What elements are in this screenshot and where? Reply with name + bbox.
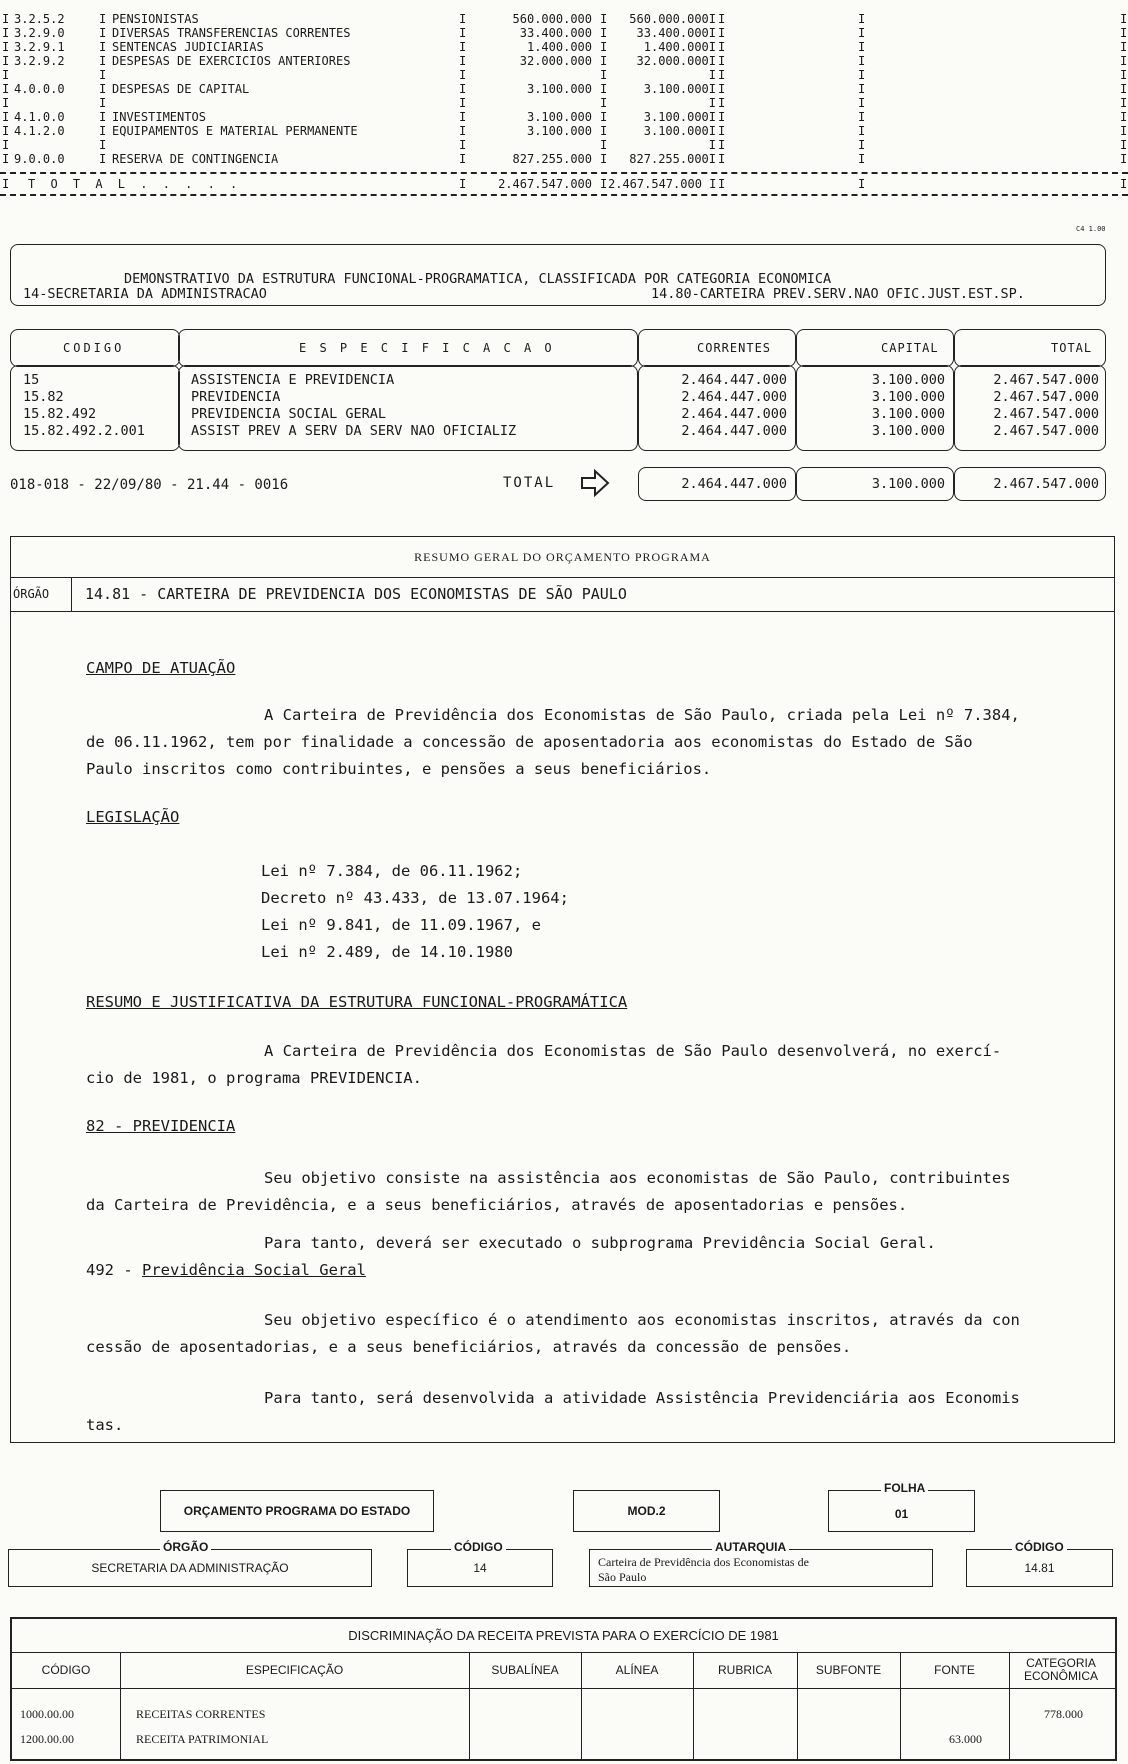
ledger-cell-i6: I bbox=[858, 82, 866, 96]
footer-correntes bbox=[638, 467, 796, 501]
demonstrativo-title: DEMONSTRATIVO DA ESTRUTURA FUNCIONAL-PROGRAMATICA, CLASSIFICADA POR CATEGORIA ECONOMICA bbox=[124, 271, 832, 287]
final-line-1: Para tanto, será desenvolvida a atividade Assistência Previdenciária aos Economis bbox=[264, 1389, 1020, 1407]
demonstrativo-header-box bbox=[10, 244, 1106, 306]
programa-line-3: Para tanto, deverá ser executado o subprograma Previdência Social Geral. bbox=[264, 1234, 936, 1252]
form-codigo-value: 14 bbox=[473, 1561, 487, 1575]
ledger-cell-i4: I bbox=[600, 96, 608, 110]
resumo-line-2: cio de 1981, o programa PREVIDENCIA. bbox=[86, 1069, 422, 1087]
ledger-cell-v2: 33.400.000I bbox=[636, 26, 716, 40]
receita-table bbox=[10, 1617, 1117, 1761]
ledger-cell-i1: I bbox=[2, 68, 10, 82]
ledger-cell-v1: 1.400.000 bbox=[526, 40, 592, 54]
ledger-cell-i5: I bbox=[718, 54, 726, 68]
final-line-2: tas. bbox=[86, 1416, 124, 1434]
ledger-cell-i4: I bbox=[600, 110, 608, 124]
ledger-cell-i6: I bbox=[858, 110, 866, 124]
header-subalinea: SUBALÍNEA bbox=[491, 1662, 559, 1677]
ledger-cell-i5: I bbox=[718, 40, 726, 54]
ledger-total-v2: 2.467.547.000 I bbox=[608, 177, 717, 191]
form-codigo2-label: CÓDIGO bbox=[1012, 1540, 1067, 1554]
form-orgao-value: SECRETARIA DA ADMINISTRAÇÃO bbox=[91, 1561, 289, 1575]
ledger-cell-v2: 32.000.000I bbox=[636, 54, 716, 68]
ledger-cell-i2: I bbox=[99, 82, 107, 96]
ledger-cell-i3: I bbox=[459, 110, 467, 124]
ledger-cell-i2: I bbox=[99, 26, 107, 40]
ledger-cell-i2: I bbox=[99, 96, 107, 110]
ledger-cell-i4: I bbox=[600, 152, 608, 166]
header-codigo: CÓDIGO bbox=[41, 1662, 91, 1677]
ledger-cell-i2: I bbox=[99, 68, 107, 82]
ledger-cell-i8: I bbox=[1120, 12, 1128, 26]
mod-box bbox=[573, 1490, 720, 1532]
ledger-total-i8: I bbox=[1120, 177, 1128, 191]
ledger-cell-v1: 3.100.000 bbox=[526, 82, 592, 96]
ledger-cell-i6: I bbox=[858, 26, 866, 40]
ledger-cell-i8: I bbox=[1120, 26, 1128, 40]
folha-label: FOLHA bbox=[881, 1481, 928, 1495]
arrow-right-icon bbox=[580, 468, 610, 498]
header-rubrica: RUBRICA bbox=[717, 1662, 772, 1677]
especificacao-header: E S P E C I F I C A C A O bbox=[299, 341, 555, 355]
ledger-cell-code: 3.2.9.0 bbox=[14, 26, 65, 40]
folha-box bbox=[828, 1490, 975, 1532]
ledger-cell-i2: I bbox=[99, 110, 107, 124]
body-capital bbox=[796, 365, 954, 451]
demonstrativo-cell-capital: 3.100.000 bbox=[871, 372, 945, 388]
demonstrativo-cell-capital: 3.100.000 bbox=[871, 406, 945, 422]
ledger-row bbox=[0, 26, 1128, 40]
ledger-cell-v2: 560.000.000I bbox=[629, 12, 716, 26]
ledger-cell-i6: I bbox=[858, 40, 866, 54]
demonstrativo-cell-correntes: 2.464.447.000 bbox=[681, 423, 787, 439]
total-header: TOTAL bbox=[1051, 341, 1093, 355]
ledger-cell-i1: I bbox=[2, 124, 10, 138]
receita-title: DISCRIMINAÇÃO DA RECEITA PREVISTA PARA O EXERCÍCIO DE 1981 bbox=[12, 1619, 1115, 1653]
demonstrativo-cell-espec: ASSISTENCIA E PREVIDENCIA bbox=[191, 372, 395, 388]
ledger-cell-i1: I bbox=[2, 82, 10, 96]
ledger-cell-i1: I bbox=[2, 110, 10, 124]
ledger-cell-i2: I bbox=[99, 138, 107, 152]
demonstrativo-cell-codigo: 15.82 bbox=[23, 389, 64, 405]
ledger-cell-i4: I bbox=[600, 124, 608, 138]
form-autarquia-label: AUTARQUIA bbox=[712, 1540, 789, 1554]
ledger-row bbox=[0, 82, 1128, 96]
folha-value: 01 bbox=[894, 1507, 909, 1521]
ledger-cell-i6: I bbox=[858, 68, 866, 82]
ledger-divider bbox=[0, 172, 1128, 174]
demonstrativo-cell-correntes: 2.464.447.000 bbox=[681, 406, 787, 422]
ledger-cell-i1: I bbox=[2, 96, 10, 110]
ledger-cell-desc: EQUIPAMENTOS E MATERIAL PERMANENTE bbox=[112, 124, 358, 138]
ledger-cell-desc: DIVERSAS TRANSFERENCIAS CORRENTES bbox=[112, 26, 351, 40]
body-especificacao bbox=[178, 365, 638, 451]
capital-header: CAPITAL bbox=[881, 341, 939, 355]
demonstrativo-cell-espec: ASSIST PREV A SERV DA SERV NAO OFICIALIZ bbox=[191, 423, 517, 439]
ledger-cell-i8: I bbox=[1120, 124, 1128, 138]
footer-total-value: 2.467.547.000 bbox=[993, 476, 1099, 492]
ledger-row bbox=[0, 152, 1128, 166]
ledger-cell-i6: I bbox=[858, 124, 866, 138]
legislacao-line-3: Lei nº 9.841, de 11.09.1967, e bbox=[261, 916, 541, 934]
form-orgao-label: ÓRGÃO bbox=[160, 1540, 211, 1554]
subprograma-line-1: Seu objetivo específico é o atendimento aos economistas inscritos, através da con bbox=[264, 1311, 1020, 1329]
ledger-cell-i5: I bbox=[718, 68, 726, 82]
receita-row-1-espec: RECEITAS CORRENTES bbox=[136, 1707, 266, 1721]
subprograma-title: Previdência Social Geral bbox=[142, 1261, 366, 1279]
orgao-divider bbox=[71, 577, 72, 611]
resumo-geral-box bbox=[10, 536, 1115, 1443]
ledger-cell-i1: I bbox=[2, 40, 10, 54]
orgao-value: 14.81 - CARTEIRA DE PREVIDENCIA DOS ECONOMISTAS DE SÃO PAULO bbox=[85, 585, 627, 603]
ledger-cell-i8: I bbox=[1120, 110, 1128, 124]
col-header-codigo bbox=[10, 329, 180, 367]
ledger-cell-desc: DESPESAS DE CAPITAL bbox=[112, 82, 250, 96]
ledger-cell-code: 3.2.9.1 bbox=[14, 40, 65, 54]
ledger-row bbox=[0, 40, 1128, 54]
demonstrativo-cell-correntes: 2.464.447.000 bbox=[681, 389, 787, 405]
header-categoria: CATEGORIA ECONÔMICA bbox=[1023, 1656, 1098, 1683]
receita-row-2-fonte: 63.000 bbox=[949, 1732, 982, 1746]
ledger-cell-i8: I bbox=[1120, 54, 1128, 68]
ledger-cell-i4: I bbox=[600, 138, 608, 152]
header-especificacao: ESPECIFICAÇÃO bbox=[245, 1662, 344, 1677]
ledger-cell-code: 4.1.0.0 bbox=[14, 110, 65, 124]
campo-line-2: de 06.11.1962, tem por finalidade a concessão de aposentadoria aos economistas do Estado de São bbox=[86, 733, 973, 751]
run-stamp: 018-018 - 22/09/80 - 21.44 - 0016 bbox=[10, 477, 289, 493]
ledger-cell-i3: I bbox=[459, 68, 467, 82]
resumo-line-1: A Carteira de Previdência dos Economistas de São Paulo desenvolverá, no exercí- bbox=[264, 1042, 1002, 1060]
ledger-cell-v1: 560.000.000 bbox=[512, 12, 592, 26]
mod-value: MOD.2 bbox=[627, 1504, 666, 1518]
ledger-row bbox=[0, 12, 1128, 26]
programa-line-2: da Carteira de Previdência, e a seus beneficiários, através de aposentadorias e pensões. bbox=[86, 1196, 908, 1214]
demonstrativo-cell-capital: 3.100.000 bbox=[871, 389, 945, 405]
ledger-cell-i3: I bbox=[459, 40, 467, 54]
ledger-cell-i8: I bbox=[1120, 138, 1128, 152]
demonstrativo-cell-total: 2.467.547.000 bbox=[993, 372, 1099, 388]
demonstrativo-cell-total: 2.467.547.000 bbox=[993, 423, 1099, 439]
subprograma-line-2: cessão de aposentadorias, e a seus beneficiários, através da concessão de pensões. bbox=[86, 1338, 852, 1356]
ledger-row bbox=[0, 110, 1128, 124]
ledger-cell-i5: I bbox=[718, 152, 726, 166]
ledger-total-i4: I bbox=[600, 177, 608, 191]
ledger-cell-i6: I bbox=[858, 152, 866, 166]
header-alinea: ALÍNEA bbox=[615, 1662, 659, 1677]
ledger-cell-i1: I bbox=[2, 26, 10, 40]
demonstrativo-cell-capital: 3.100.000 bbox=[871, 423, 945, 439]
ledger-total-label: T O T A L . . . . . bbox=[28, 177, 242, 191]
body-correntes bbox=[638, 365, 796, 451]
codigo-header: CODIGO bbox=[63, 341, 125, 355]
orcamento-box bbox=[160, 1490, 434, 1532]
correntes-header: CORRENTES bbox=[697, 341, 772, 355]
ledger-cell-i8: I bbox=[1120, 40, 1128, 54]
ledger-cell-i3: I bbox=[459, 82, 467, 96]
ledger-cell-i1: I bbox=[2, 152, 10, 166]
ledger-cell-v2: 3.100.000I bbox=[643, 124, 716, 138]
legislacao-heading: LEGISLAÇÃO bbox=[86, 808, 180, 826]
ledger-cell-i2: I bbox=[99, 124, 107, 138]
ledger-cell-i1: I bbox=[2, 138, 10, 152]
body-total bbox=[954, 365, 1106, 451]
ledger-divider bbox=[0, 194, 1128, 196]
programa-heading: 82 - PREVIDENCIA bbox=[86, 1117, 236, 1135]
header-fonte: FONTE bbox=[934, 1662, 975, 1677]
demonstrativo-secretaria: 14-SECRETARIA DA ADMINISTRACAO bbox=[23, 286, 267, 302]
ledger-cell-i3: I bbox=[459, 12, 467, 26]
receita-row-1-categoria: 778.000 bbox=[1044, 1707, 1083, 1721]
autarquia-value-1: Carteira de Previdência dos Economistas de bbox=[598, 1555, 809, 1569]
ledger-row bbox=[0, 96, 1128, 110]
ledger-cell-i8: I bbox=[1120, 96, 1128, 110]
receita-header-divider bbox=[12, 1688, 1115, 1689]
footer-capital-value: 3.100.000 bbox=[871, 476, 945, 492]
ledger-table bbox=[0, 0, 1128, 200]
ledger-cell-i2: I bbox=[99, 40, 107, 54]
ledger-cell-v2: 3.100.000I bbox=[643, 110, 716, 124]
ledger-cell-i5: I bbox=[718, 110, 726, 124]
ledger-cell-i5: I bbox=[718, 124, 726, 138]
demonstrativo-carteira: 14.80-CARTEIRA PREV.SERV.NAO OFIC.JUST.EST.SP. bbox=[651, 286, 1025, 302]
body-codigo bbox=[10, 365, 180, 451]
ledger-cell-i4: I bbox=[600, 26, 608, 40]
demonstrativo-cell-correntes: 2.464.447.000 bbox=[681, 372, 787, 388]
ledger-cell-i8: I bbox=[1120, 82, 1128, 96]
ledger-cell-i3: I bbox=[459, 152, 467, 166]
demonstrativo-cell-total: 2.467.547.000 bbox=[993, 389, 1099, 405]
reference-code: C4 1.00 bbox=[1076, 225, 1106, 233]
ledger-cell-v1: 3.100.000 bbox=[526, 110, 592, 124]
ledger-cell-v2: I bbox=[708, 68, 716, 82]
ledger-cell-i3: I bbox=[459, 138, 467, 152]
ledger-cell-i3: I bbox=[459, 26, 467, 40]
orgao-box bbox=[8, 1549, 372, 1587]
demonstrativo-cell-espec: PREVIDENCIA SOCIAL GERAL bbox=[191, 406, 387, 422]
resumo-heading: RESUMO E JUSTIFICATIVA DA ESTRUTURA FUNCIONAL-PROGRAMÁTICA bbox=[86, 993, 628, 1011]
ledger-cell-code: 4.1.2.0 bbox=[14, 124, 65, 138]
demonstrativo-cell-codigo: 15 bbox=[23, 372, 40, 388]
codigo-box bbox=[407, 1549, 553, 1587]
ledger-cell-i1: I bbox=[2, 54, 10, 68]
legislacao-line-4: Lei nº 2.489, de 14.10.1980 bbox=[261, 943, 513, 961]
ledger-cell-desc: SENTENCAS JUDICIARIAS bbox=[112, 40, 264, 54]
ledger-cell-i5: I bbox=[718, 12, 726, 26]
ledger-row bbox=[0, 124, 1128, 138]
ledger-cell-i6: I bbox=[858, 54, 866, 68]
orgao-label: ÓRGÃO bbox=[13, 587, 50, 601]
ledger-cell-code: 3.2.9.2 bbox=[14, 54, 65, 68]
ledger-cell-desc: RESERVA DE CONTINGENCIA bbox=[112, 152, 279, 166]
codigo2-box bbox=[966, 1549, 1113, 1587]
orcamento-title: ORÇAMENTO PROGRAMA DO ESTADO bbox=[183, 1504, 411, 1518]
demonstrativo-cell-espec: PREVIDENCIA bbox=[191, 389, 281, 405]
ledger-total-i6: I bbox=[858, 177, 866, 191]
ledger-row bbox=[0, 138, 1128, 152]
col-header-capital bbox=[796, 329, 954, 367]
ledger-cell-i2: I bbox=[99, 12, 107, 26]
ledger-cell-code: 4.0.0.0 bbox=[14, 82, 65, 96]
footer-correntes-value: 2.464.447.000 bbox=[681, 476, 787, 492]
campo-line-3: Paulo inscritos como contribuintes, e pensões a seus beneficiários. bbox=[86, 760, 712, 778]
ledger-cell-i2: I bbox=[99, 152, 107, 166]
col-header-total bbox=[954, 329, 1106, 367]
receita-row-2-espec: RECEITA PATRIMONIAL bbox=[136, 1732, 269, 1746]
ledger-cell-i6: I bbox=[858, 96, 866, 110]
ledger-cell-code: 9.0.0.0 bbox=[14, 152, 65, 166]
ledger-cell-desc: PENSIONISTAS bbox=[112, 12, 199, 26]
total-label: TOTAL bbox=[503, 475, 556, 491]
ledger-total-i3: I bbox=[459, 177, 467, 191]
footer-capital bbox=[796, 467, 954, 501]
demonstrativo-cell-codigo: 15.82.492.2.001 bbox=[23, 423, 145, 439]
header-subfonte: SUBFONTE bbox=[815, 1662, 882, 1677]
ledger-total-row bbox=[0, 177, 1128, 191]
ledger-cell-i3: I bbox=[459, 54, 467, 68]
ledger-cell-i4: I bbox=[600, 82, 608, 96]
subprograma-heading bbox=[86, 1257, 366, 1284]
autarquia-value-2: São Paulo bbox=[598, 1570, 647, 1584]
ledger-total-i1: I bbox=[2, 177, 10, 191]
ledger-cell-v2: I bbox=[708, 138, 716, 152]
ledger-cell-i3: I bbox=[459, 124, 467, 138]
ledger-cell-i5: I bbox=[718, 26, 726, 40]
ledger-row bbox=[0, 68, 1128, 82]
ledger-cell-v2: 3.100.000I bbox=[643, 82, 716, 96]
ledger-cell-v2: 1.400.000I bbox=[643, 40, 716, 54]
orgao-row bbox=[11, 577, 1114, 612]
ledger-cell-desc: INVESTIMENTOS bbox=[112, 110, 206, 124]
ledger-cell-v1: 827.255.000 bbox=[512, 152, 592, 166]
receita-row-2-codigo: 1200.00.00 bbox=[20, 1732, 74, 1746]
ledger-cell-i4: I bbox=[600, 68, 608, 82]
campo-heading: CAMPO DE ATUAÇÃO bbox=[86, 659, 236, 677]
footer-total bbox=[954, 467, 1106, 501]
ledger-cell-i2: I bbox=[99, 54, 107, 68]
demonstrativo-cell-total: 2.467.547.000 bbox=[993, 406, 1099, 422]
form-codigo2-value: 14.81 bbox=[1024, 1561, 1055, 1575]
ledger-cell-i6: I bbox=[858, 138, 866, 152]
ledger-cell-v2: 827.255.000I bbox=[629, 152, 716, 166]
form-codigo-label: CÓDIGO bbox=[451, 1540, 506, 1554]
subprograma-code: 492 - bbox=[86, 1261, 142, 1279]
ledger-row bbox=[0, 54, 1128, 68]
col-header-correntes bbox=[638, 329, 796, 367]
ledger-cell-v2: I bbox=[708, 96, 716, 110]
ledger-cell-i5: I bbox=[718, 138, 726, 152]
ledger-total-v1: 2.467.547.000 bbox=[498, 177, 592, 191]
ledger-total-i5: I bbox=[718, 177, 726, 191]
resumo-title: RESUMO GERAL DO ORÇAMENTO PROGRAMA bbox=[11, 537, 1114, 578]
receita-row-1-codigo: 1000.00.00 bbox=[20, 1707, 74, 1721]
ledger-cell-i3: I bbox=[459, 96, 467, 110]
ledger-cell-i4: I bbox=[600, 54, 608, 68]
legislacao-line-2: Decreto nº 43.433, de 13.07.1964; bbox=[261, 889, 569, 907]
ledger-cell-i8: I bbox=[1120, 68, 1128, 82]
ledger-cell-i4: I bbox=[600, 40, 608, 54]
ledger-cell-i4: I bbox=[600, 12, 608, 26]
autarquia-box bbox=[589, 1549, 933, 1587]
ledger-cell-i5: I bbox=[718, 82, 726, 96]
ledger-cell-code: 3.2.5.2 bbox=[14, 12, 65, 26]
ledger-cell-v1: 33.400.000 bbox=[519, 26, 592, 40]
programa-line-1: Seu objetivo consiste na assistência aos economistas de São Paulo, contribuintes bbox=[264, 1169, 1011, 1187]
legislacao-line-1: Lei nº 7.384, de 06.11.1962; bbox=[261, 862, 523, 880]
ledger-cell-i6: I bbox=[858, 12, 866, 26]
ledger-cell-i5: I bbox=[718, 96, 726, 110]
col-header-especificacao bbox=[178, 329, 638, 367]
demonstrativo-cell-codigo: 15.82.492 bbox=[23, 406, 97, 422]
ledger-cell-i8: I bbox=[1120, 152, 1128, 166]
ledger-cell-v1: 3.100.000 bbox=[526, 124, 592, 138]
ledger-cell-desc: DESPESAS DE EXERCICIOS ANTERIORES bbox=[112, 54, 351, 68]
ledger-cell-i1: I bbox=[2, 12, 10, 26]
ledger-cell-v1: 32.000.000 bbox=[519, 54, 592, 68]
campo-line-1: A Carteira de Previdência dos Economistas de São Paulo, criada pela Lei nº 7.384, bbox=[264, 706, 1020, 724]
